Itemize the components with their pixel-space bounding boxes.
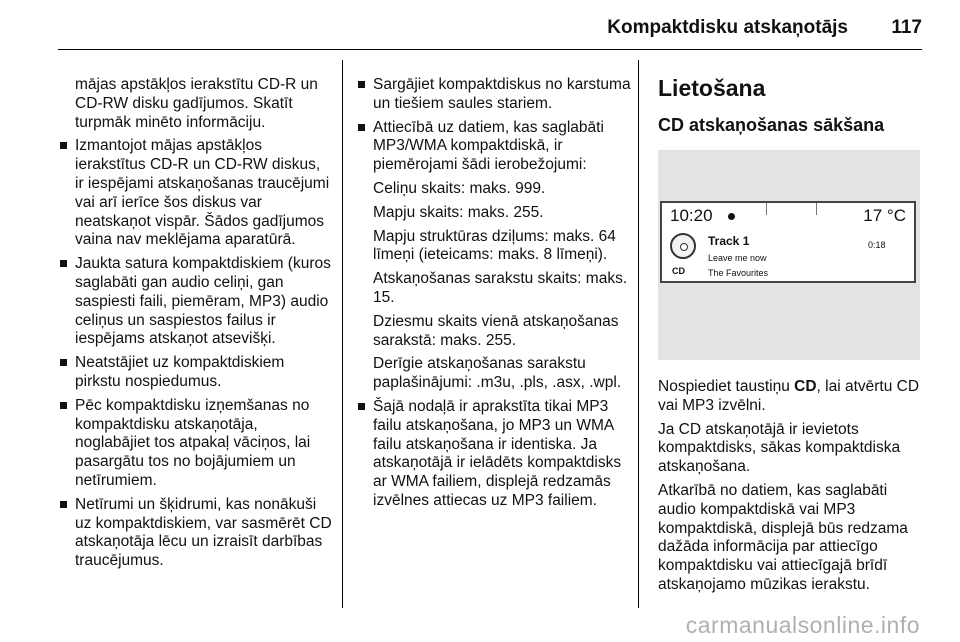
display-clock: 10:20 bbox=[670, 206, 713, 225]
bullet-text: Sargājiet kompaktdiskus no karstuma un tiešiem saules stariem. bbox=[373, 76, 631, 112]
body-paragraph: Atkarībā no datiem, kas saglabāti audio kompaktdiskā vai MP3 kompaktdiskā, displejā būs redzama dažāda informācija par attiecīgo kompaktdisku vai attiecīgajā brīdī atskaņojamo mūzikas ierakstu. bbox=[658, 481, 908, 593]
bullet-text: Šajā nodaļā ir aprakstīta tikai MP3 failu atskaņošana, jo MP3 un WMA failu atskaņošana ir identiska. Ja atskaņotājā ir ielādēts kompaktdisks ar WMA failiem, displejā redzamās izvēlnes attiecas uz MP3 failiem. bbox=[373, 397, 622, 509]
page-number: 117 bbox=[891, 17, 922, 38]
limit-item: Derīgie atskaņošanas sarakstu paplašinājumi: .m3u, .pls, .asx, .wpl. bbox=[373, 355, 622, 392]
bullet-text: Neatstājiet uz kompaktdiskiem pirkstu nospiedumus. bbox=[75, 354, 285, 390]
limit-item: Celiņu skaits: maks. 999. bbox=[373, 179, 546, 197]
body-paragraph: Ja CD atskaņotājā ir ievietots kompaktdisks, sākas kompaktdiska atskaņošana. bbox=[658, 420, 901, 476]
bullet-item bbox=[58, 255, 333, 349]
status-dot-icon bbox=[728, 213, 735, 220]
bullet-marker-icon bbox=[60, 260, 67, 267]
watermark-text: carmanualsonline.info bbox=[685, 612, 920, 638]
section-heading: Lietošana bbox=[658, 75, 766, 101]
column-1 bbox=[58, 76, 333, 576]
limit-item: Atskaņošanas sarakstu skaits: maks. 15. bbox=[373, 270, 628, 306]
bullet-text: Attiecībā uz datiem, kas saglabāti MP3/WMA kompaktdiskā, ir piemērojami šādi ierobežojumi: bbox=[373, 118, 604, 174]
page-header bbox=[0, 0, 960, 52]
limit-item: Mapju struktūras dziļums: maks. 64 līmeņi (ieteicams: maks. 8 līmeņi). bbox=[373, 227, 616, 264]
display-temperature: 17 °C bbox=[863, 206, 906, 225]
bullet-marker-icon bbox=[60, 501, 67, 508]
bullet-marker-icon bbox=[60, 402, 67, 409]
track-title: Track 1 bbox=[708, 234, 750, 248]
source-label: CD bbox=[672, 266, 685, 276]
cd-disc-icon bbox=[670, 233, 696, 259]
track-album: The Favourites bbox=[708, 268, 769, 278]
bullet-text: Netīrumi un šķidrumi, kas nonākuši uz kompaktdiskiem, var sasmērēt CD atskaņotāja lēcu un izraisīt darbības traucējumus. bbox=[75, 495, 332, 570]
limit-item: Dziesmu skaits vienā atskaņošanas sarakstā: maks. 255. bbox=[373, 312, 619, 349]
bullet-text: Jaukta satura kompaktdiskiem (kuros saglabāti gan audio celiņi, gan saspiesti faili, piemēram, MP3) audio celiņus un saspiestos failus ir iespējams atskaņot atsevišķi. bbox=[75, 255, 331, 348]
bullet-item bbox=[356, 398, 632, 511]
instruction-paragraph: Nospiediet taustiņu CD, lai atvērtu CD vai MP3 izvēlni. bbox=[658, 378, 920, 414]
bullet-text: Izmantojot mājas apstākļos ierakstītus CD-R un CD-RW diskus, ir iespējami atskaņošanas traucējumi vai arī ierīce šos diskus var neatskaņot vispār. Šādos gadījumos vaina nav meklējama aparatūrā. bbox=[75, 137, 330, 249]
display-illustration bbox=[658, 150, 920, 360]
bullet-marker-icon bbox=[358, 124, 365, 131]
column-divider-1 bbox=[342, 60, 343, 608]
bullet-item bbox=[58, 397, 333, 491]
bullet-marker-icon bbox=[60, 359, 67, 366]
bullet-item bbox=[58, 137, 333, 250]
bullet-marker-icon bbox=[358, 81, 365, 88]
column-2 bbox=[356, 76, 632, 516]
bullet-item bbox=[356, 119, 632, 175]
display-divider bbox=[816, 203, 817, 215]
bullet-item bbox=[356, 76, 632, 114]
display-divider bbox=[766, 203, 767, 215]
column-divider-2 bbox=[638, 60, 639, 608]
chapter-title: Kompaktdisku atskaņotājs bbox=[607, 17, 848, 38]
column-3 bbox=[658, 74, 924, 600]
elapsed-time: 0:18 bbox=[868, 240, 886, 250]
track-artist: Leave me now bbox=[708, 253, 767, 263]
subsection-heading: CD atskaņošanas sākšana bbox=[658, 115, 885, 135]
bullet-item bbox=[58, 354, 333, 392]
limit-item: Mapju skaits: maks. 255. bbox=[373, 203, 544, 221]
bullet-marker-icon bbox=[60, 142, 67, 149]
bullet-marker-icon bbox=[358, 403, 365, 410]
header-divider bbox=[58, 49, 922, 50]
bullet-item bbox=[58, 496, 333, 571]
continuation-paragraph: mājas apstākļos ierakstītu CD-R un CD-RW disku gadījumos. Skatīt turpmāk minēto informāciju. bbox=[75, 76, 318, 131]
infotainment-display bbox=[660, 201, 916, 283]
bullet-text: Pēc kompaktdisku izņemšanas no kompaktdisku atskaņotāja, noglabājiet tos atpakaļ vāciņos, lai pasargātu tos no bojājumiem un netīrumiem. bbox=[75, 396, 311, 489]
cd-key-label: CD bbox=[794, 378, 817, 395]
